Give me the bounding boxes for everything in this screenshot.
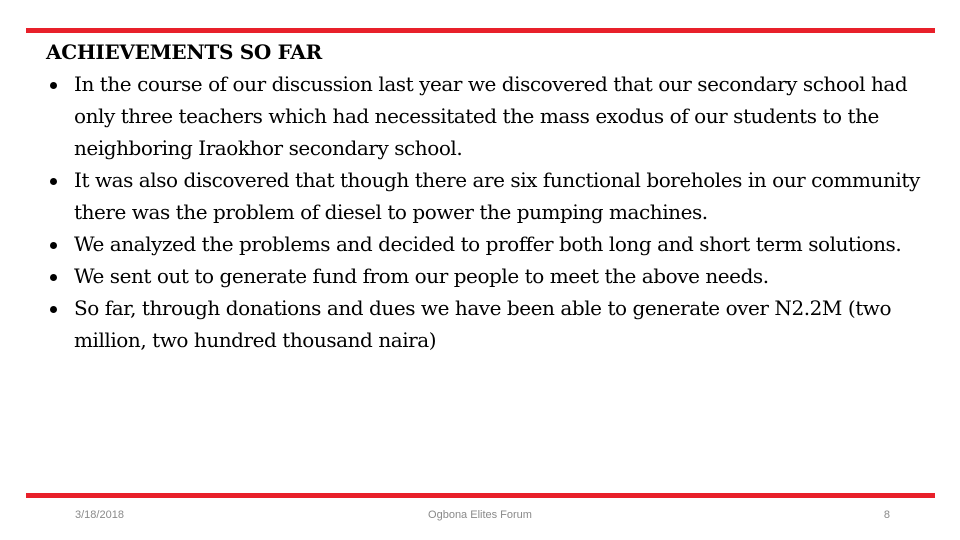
bullet-icon [50,82,57,89]
bullet-icon [50,178,57,185]
bullet-icon [50,274,57,281]
slide-heading: ACHIEVEMENTS SO FAR [46,40,322,64]
bullet-text: We analyzed the problems and decided to proffer both long and short term solutions. [74,232,902,256]
bullet-icon [50,306,57,313]
bullet-icon [50,242,57,249]
bottom-accent-rule [26,493,935,498]
footer-page-number: 8 [883,509,890,521]
footer-date: 3/18/2018 [75,509,124,521]
bullet-text: It was also discovered that though there are six functional boreholes in our community there was the problem of diesel to power the pumping machines. [74,168,920,224]
bullet-item [46,228,936,260]
top-accent-rule [26,28,935,33]
slide-content [46,36,936,356]
bullet-item [46,260,936,292]
bullet-text: In the course of our discussion last year we discovered that our secondary school had only three teachers which had necessitated the mass exodus of our students to the neighboring Iraokhor secondary school. [74,72,908,160]
bullet-list [46,68,936,356]
bullet-item [46,68,936,164]
bullet-item [46,164,936,228]
bullet-item [46,292,936,356]
bullet-text: We sent out to generate fund from our people to meet the above needs. [74,264,769,288]
footer-organization: Ogbona Elites Forum [428,509,532,521]
bullet-text: So far, through donations and dues we have been able to generate over N2.2M (two million, two hundred thousand naira) [74,296,892,352]
